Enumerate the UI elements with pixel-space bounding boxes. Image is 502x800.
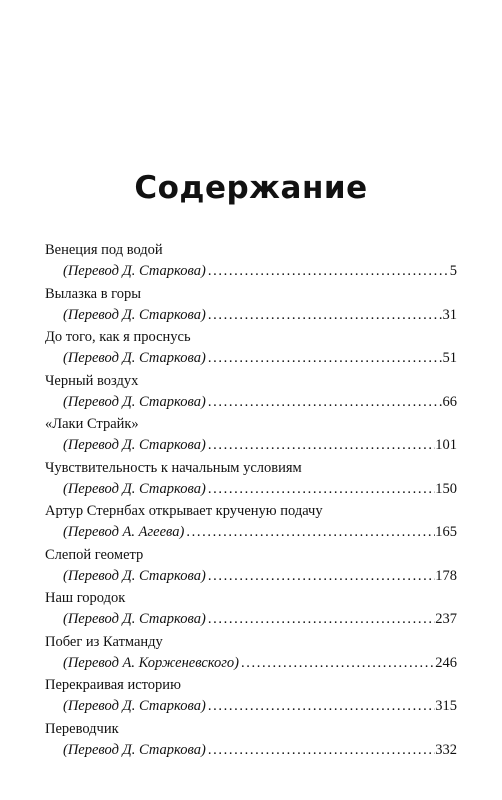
toc-entry-line (45, 435, 457, 456)
toc-entry (45, 632, 457, 676)
table-of-contents (45, 240, 457, 762)
toc-entry-page: 315 (435, 698, 457, 714)
dot-leader (239, 653, 435, 674)
toc-entry-title: Чувствительность к начальным условиям (45, 459, 302, 476)
toc-entry-page: 246 (435, 654, 457, 671)
toc-entry-page: 165 (435, 524, 457, 540)
toc-entry (45, 284, 457, 328)
toc-entry-translator: (Перевод Д. Старкова) (63, 350, 206, 366)
toc-entry-page: 178 (435, 567, 457, 584)
toc-entry (45, 675, 457, 719)
toc-entry-title: Слепой геометр (45, 546, 144, 563)
toc-entry-title: Побег из Катманду (45, 633, 163, 650)
dot-leader (206, 609, 435, 630)
dot-leader (206, 392, 443, 413)
dot-leader (206, 696, 435, 717)
toc-entry-line (45, 566, 457, 587)
toc-entry-line (45, 522, 457, 543)
toc-entry-line (45, 609, 457, 630)
toc-entry-title: Вылазка в горы (45, 285, 141, 302)
dot-leader (206, 261, 450, 282)
toc-entry-title: Переводчик (45, 720, 119, 737)
toc-entry-translator: (Перевод Д. Старкова) (63, 306, 206, 323)
toc-entry-line (45, 653, 457, 674)
toc-entry (45, 545, 457, 589)
toc-entry (45, 458, 457, 502)
toc-entry (45, 588, 457, 632)
toc-entry-line (45, 261, 457, 282)
toc-entry-page: 31 (442, 306, 457, 323)
toc-entry-translator: (Перевод Д. Старкова) (63, 741, 206, 758)
toc-entry (45, 501, 457, 545)
toc-entry-translator: (Перевод Д. Старкова) (63, 437, 206, 453)
toc-entry-title: Перекраивая историю (45, 677, 181, 693)
toc-entry-translator: (Перевод Д. Старкова) (63, 263, 206, 279)
toc-entry-title: Венеция под водой (45, 242, 163, 258)
toc-entry-translator: (Перевод А. Агеева) (63, 524, 185, 540)
dot-leader (206, 348, 443, 369)
toc-entry-translator: (Перевод Д. Старкова) (63, 698, 206, 714)
page-title: Содержание (134, 170, 368, 206)
toc-entry-title: Артур Стернбах открывает крученую подачу (45, 503, 323, 519)
toc-entry-title: Черный воздух (45, 372, 139, 389)
toc-entry-translator: (Перевод Д. Старкова) (63, 393, 206, 410)
toc-entry-translator: (Перевод Д. Старкова) (63, 480, 206, 497)
toc-entry (45, 414, 457, 458)
dot-leader (206, 435, 435, 456)
dot-leader (206, 305, 443, 326)
toc-entry (45, 371, 457, 415)
dot-leader (206, 479, 435, 500)
toc-entry-page: 150 (435, 480, 457, 497)
toc-entry-title: До того, как я проснусь (45, 329, 191, 345)
dot-leader (206, 740, 435, 761)
toc-entry-line (45, 392, 457, 413)
toc-entry-title: Наш городок (45, 590, 126, 606)
toc-entry-line (45, 479, 457, 500)
toc-entry-line (45, 740, 457, 761)
toc-entry (45, 327, 457, 371)
toc-entry-page: 51 (442, 350, 457, 366)
toc-entry (45, 240, 457, 284)
toc-entry-line (45, 348, 457, 369)
toc-entry (45, 719, 457, 763)
toc-entry-line (45, 696, 457, 717)
toc-entry-page: 66 (442, 393, 457, 410)
toc-entry-page: 101 (435, 437, 457, 453)
dot-leader (206, 566, 435, 587)
toc-entry-line (45, 305, 457, 326)
toc-entry-page: 5 (449, 263, 457, 279)
toc-entry-page: 332 (435, 741, 457, 758)
toc-entry-title: «Лаки Страйк» (45, 416, 139, 432)
toc-entry-translator: (Перевод Д. Старкова) (63, 567, 206, 584)
toc-entry-translator: (Перевод А. Корженевского) (63, 654, 239, 671)
dot-leader (184, 522, 435, 543)
toc-entry-page: 237 (435, 611, 457, 627)
toc-entry-translator: (Перевод Д. Старкова) (63, 611, 206, 627)
